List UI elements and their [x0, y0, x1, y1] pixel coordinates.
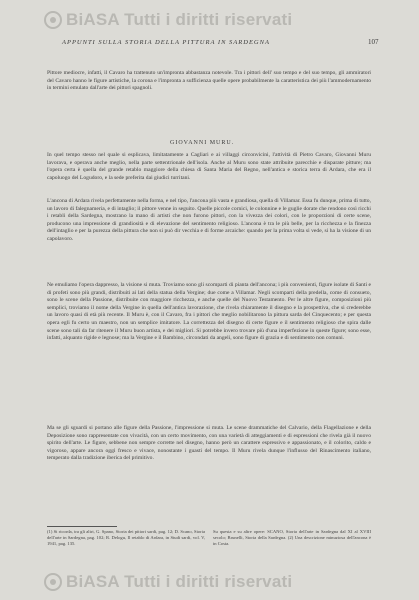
intro-paragraph: Pittore mediocre, infatti, il Cavaro ha trattenuto un'impronta abbastanza notevole. Tra i pittori dell' suo tempo e del suo tempo, gli ammiratori del Cavaro hanno le figure artistiche, la corona e l'impronta a sufficienza quelle opere probabilmente la caratteristica dei più l'ammodernamento in termini emulato dall'arte dei pittori spagnoli.	[47, 70, 371, 92]
watermark-text: BiASA Tutti i diritti riservati	[66, 572, 293, 591]
footnote-rule	[47, 526, 117, 527]
watermark-bottom	[44, 572, 292, 592]
section-title: GIOVANNI MURU.	[170, 140, 235, 146]
paragraph-2: L'ancona di Ardara rivela perfettamente nella forma, e nel tipo, l'ancona più vasta e grandiosa, quella di Villamar. Essa fu dunque, prima di tutto, un lavoro di falegnameria, e di intaglio; il pittore venne in seguito. Quelle piccole cornici, le colonnine e le guglie dorate che rendono così ricchi i retabli della Sardegna, mostrano la mano di artisti che non furono pittori, con la vivezza dei colori, con le proporzioni di certe scene, producono una impressione di grandiosità e di elevazione del sentimento religioso. L'ancona è tra le più belle, per la ricchezza e la finezza dell'intaglio e per la purezza della pittura che non si può dir vecchia e di forme arcaiche: quando per la prima volta si vede, si ha la visione di un capolavoro.	[47, 198, 371, 242]
footnote-left: (1) Si ricorda, tra gli altri, G. Spano, Storia dei pittori sardi, pag. 12; D. Scano, Storia dell'arte in Sardegna, pag. 102; R. Delogu, Il retablo di Ardara, in Studi sardi, vol. V, 1941, pag. 135.	[47, 529, 205, 547]
footnotes	[47, 529, 371, 548]
watermark-text: BiASA Tutti i diritti riservati	[66, 10, 293, 29]
footnote-right: Su questa e su altre opere: SCANO, Storia dell'arte in Sardegna dal XI al XVIII secolo; Brunelli, Storia della Sardegna. (2) Una descrizione minuziosa dell'ancona è in Costa.	[213, 529, 371, 547]
biasa-logo-icon	[44, 573, 62, 591]
paragraph-3: Ne emuliamo l'opera dappresso, la visione si muta. Troviamo sono gli scomparti di pianta dell'ancona; i più convenienti, figure isolate di Santi e di profeti sono più grandi, distribuiti ai lati della statua della Vergine; due come a Villamar. Negli scomparti della predella, come di consueto, sono le scene della Passione, distribuite con maggiore ricchezza, e anche quelle del Nuovo Testamento. Per le altre figure, composizioni più semplici, troviamo il nome della Vergine in quella dell'antica lavorazione, che rivela chiaramente il disegno e la prospettiva, che si crederebbe un lavoro quasi di età più recente. Il Muru è, con il Cavaro, fra i pittori che meglio nobilitarono la pittura sarda del Cinquecento; e per questa opera egli fu certo un maestro, non un semplice imitatore. La correttezza del disegno di certe figure e il sentimento religioso che spira dalle scene sono tali da far ritenere il Muru buon artista, e dei migliori. Si potrebbe invero trovare più d'una imperfezione in queste figure; sono esse, infatti, alquanto rigide e legnose; ma la Vergine e il Bambino, circondati da angeli, sono figure di grazia e di sentimento non comuni.	[47, 282, 371, 342]
paragraph-1: In quel tempo stesso nel quale si esplicava, limitatamente a Cagliari e ai villaggi circonvicini, l'attività di Pietro Cavaro, Giovanni Muru lavorava, e operava anche meglio, nella parte settentrionale dell'isola. Anche al Muru sono state attribuite parecchie e disparate pitture; ma l'opera certa è quella del grande retablo maggiore della chiesa di Santa Maria del Regno, nell'antica e storica terra di Ardara, che era il capoluogo del Logudoro, e la sede preferita dai giudici turritani.	[47, 152, 371, 181]
paragraph-4: Ma se gli sguardi si portano alle figure della Passione, l'impressione si muta. Le scene drammatiche del Calvario, della Flagellazione e della Deposizione sono rappresentate con vivacità, con un certo movimento, con una varietà di atteggiamenti e di espressioni che rivela già il nuovo spirito dell'arte. Le figure, sebbene non sempre corrette nel disegno, hanno però un carattere espressivo e appassionato, e il colorito, caldo e vigoroso, appare ancora oggi fresco e vivace, nonostante i guasti del tempo. Il Muru rivela dunque l'influsso del Rinascimento italiano, temperato dalla tradizione iberica del primitivo.	[47, 425, 371, 462]
page-number: 107	[368, 38, 379, 46]
biasa-logo-icon	[44, 11, 62, 29]
running-head: APPUNTI SULLA STORIA DELLA PITTURA IN SARDEGNA	[62, 39, 270, 46]
watermark-top	[44, 10, 292, 30]
